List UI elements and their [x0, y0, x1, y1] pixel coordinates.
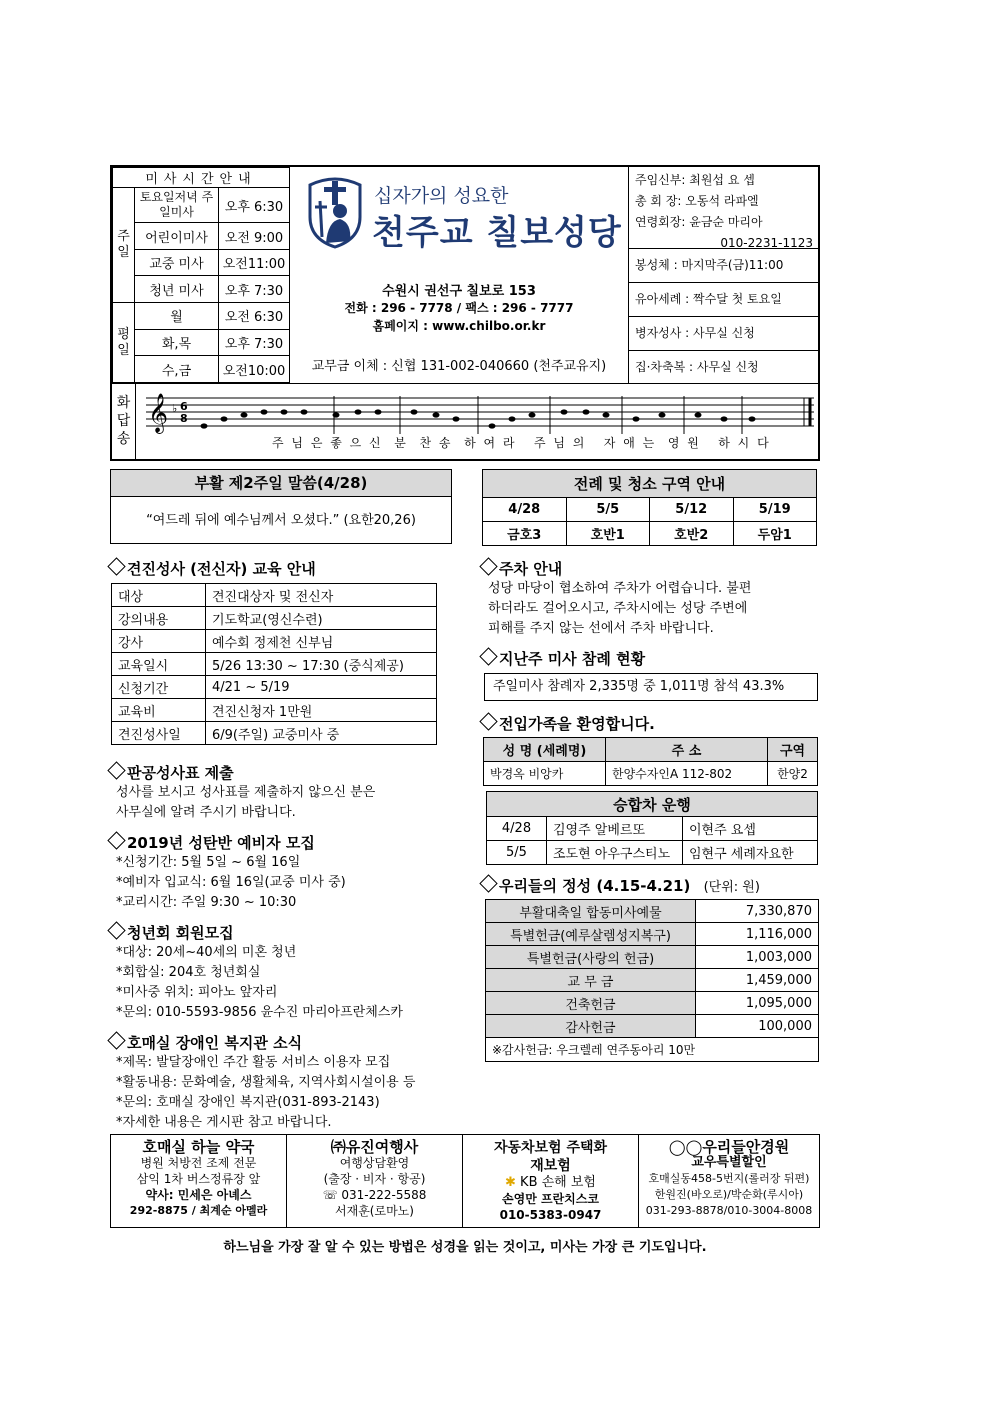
sunday-word-title: 부활 제2주일 말씀(4/28) [111, 470, 451, 497]
liturgy-area: 금호3 [483, 522, 567, 546]
mass-name: 화,목 [135, 329, 219, 356]
church-subtitle: 십자가의 성요한 [374, 185, 509, 207]
svg-text:8: 8 [180, 412, 188, 425]
diamond-icon [107, 921, 125, 939]
offering-account: 교무금 이체 : 신협 131-002-040660 (천주교유지) [311, 359, 607, 374]
ad-travel [287, 1135, 463, 1228]
table-row [486, 969, 819, 992]
mass-time: 오전 9:00 [219, 223, 290, 250]
confirmation-section-title: 견진성사 (전신자) 교육 안내 [110, 558, 316, 579]
mass-schedule-table [112, 167, 290, 383]
text-line: 성사를 보시고 성사표를 제출하지 않으신 분은 [116, 785, 376, 800]
ad-line: ☏ 031-222-5588 [322, 1188, 427, 1202]
carpool-title: 승합차 운행 [487, 792, 818, 817]
ad-line: 010-5383-0947 [499, 1208, 602, 1222]
liturgy-date: 5/12 [650, 498, 734, 522]
carpool-table [486, 791, 818, 865]
mass-time: 오후 6:30 [219, 188, 290, 223]
table-cell: 김영주 알베르또 [547, 817, 683, 841]
table-row-value: 4/21 ~ 5/19 [206, 676, 437, 699]
kb-star-icon: ✱ [505, 1175, 516, 1190]
table-row-value: 6/9(주일) 교중미사 중 [206, 722, 437, 745]
liturgy-date: 4/28 [483, 498, 567, 522]
ad-line: 서재훈(로마노) [335, 1204, 414, 1218]
table-cell: 이현주 요셉 [683, 817, 818, 841]
ads-table [110, 1134, 820, 1228]
youth-body [116, 943, 403, 1023]
table-cell: 임현구 세례자요한 [683, 841, 818, 865]
ad-line: 호매실동458-5번지(롤러장 뒤편) [648, 1172, 810, 1185]
text-line: 성당 마당이 협소하여 주차가 어렵습니다. 불편 [488, 581, 752, 596]
offering-amount: 1,095,000 [696, 992, 819, 1015]
weekday-label: 평일 [113, 303, 135, 383]
hymn-lyrics: 주 님 은 좋 으 신 분 찬 송 하 여 라 주 님 의 자 애 는 영 원 하 시 다 [272, 436, 771, 450]
offering-label: 특별헌금(사랑의 헌금) [486, 946, 696, 969]
pastor: 주임신부: 최원섭 요 셉 [635, 173, 755, 187]
offering-label: 교 무 금 [486, 969, 696, 992]
mass-time: 오전10:00 [219, 356, 290, 383]
staff-info [628, 167, 819, 383]
offering-amount: 1,003,000 [696, 946, 819, 969]
table-header: 구역 [768, 738, 818, 762]
table-row [487, 817, 818, 841]
table-row-value: 견진신청자 1만원 [206, 699, 437, 722]
welfare-section-title: 호매실 장애인 복지관 소식 [110, 1032, 302, 1053]
ad-line: 031-293-8878/010-3004-8008 [645, 1204, 813, 1217]
table-row-label: 교육비 [112, 699, 206, 722]
footer-quote: 하느님을 가장 잘 알 수 있는 방법은 성경을 읽는 것이고, 미사는 가장 큰 기도입니다. [223, 1240, 707, 1255]
text-line: *교리시간: 주일 9:30 ~ 10:30 [116, 895, 297, 910]
text-line: *회합실: 204호 청년회실 [116, 965, 261, 980]
ad-line: (출장 · 비자 · 항공) [323, 1172, 426, 1186]
liturgy-area: 두암1 [733, 522, 817, 546]
ad-title-row [640, 1139, 818, 1155]
text-line: *신청기간: 5월 5일 ~ 6월 16일 [116, 855, 301, 870]
table-header: 성 명 (세례명) [484, 738, 606, 762]
ad-line: 손영만 프란치스코 [502, 1192, 599, 1206]
liturgy-title: 전례 및 청소 구역 안내 [483, 470, 817, 498]
offering-amount: 1,116,000 [696, 923, 819, 946]
church-name: 천주교 칠보성당 [372, 213, 622, 253]
newcomers-table [483, 737, 818, 786]
liturgy-table [482, 469, 817, 546]
welfare-body [116, 1053, 415, 1133]
president: 총 회 장: 오동석 라파엘 [635, 194, 759, 208]
church-phone: 전화 : 296 - 7778 / 팩스 : 296 - 7777 [344, 301, 574, 315]
newcomers-section-title: 전입가족을 환영합니다. [482, 713, 655, 734]
christmas-body [116, 853, 346, 913]
text-line: *제목: 발달장애인 주간 활동 서비스 이용자 모집 [116, 1055, 391, 1070]
ad-line: 약사: 민세은 아녜스 [145, 1188, 252, 1202]
text-line: *대상: 20세~40세의 미혼 청년 [116, 945, 297, 960]
ad-insurance [463, 1135, 639, 1228]
liturgy-area: 호반2 [650, 522, 734, 546]
diamond-icon [479, 557, 497, 575]
liturgy-date: 5/19 [733, 498, 817, 522]
table-row [486, 900, 819, 923]
ad-pharmacy [111, 1135, 287, 1228]
offering-amount: 100,000 [696, 1015, 819, 1038]
league-head: 연령회장: 윤금순 마리아 [635, 215, 763, 229]
diamond-icon [479, 647, 497, 665]
ad-line: 여행상담환영 [339, 1156, 410, 1170]
mass-name: 월 [135, 303, 219, 330]
liturgy-area: 호반1 [566, 522, 650, 546]
attendance-box: 주일미사 참례자 2,335명 중 1,011명 참석 43.3% [484, 673, 818, 701]
youth-section-title: 청년회 회원모집 [110, 922, 234, 943]
diamond-icon [479, 874, 497, 892]
ad-line: 292-8875 / 최계순 아멜라 [129, 1204, 268, 1217]
text-line: *예비자 입교식: 6월 16일(교중 미사 중) [116, 875, 346, 890]
diamond-icon [479, 712, 497, 730]
sunday-label: 주일 [113, 188, 135, 303]
church-logo-icon [304, 177, 366, 249]
ad-line: 삼익 1차 버스정류장 앞 [136, 1172, 261, 1186]
diamond-icon [107, 761, 125, 779]
ad-line: 한원진(바오로)/박순화(루시아) [654, 1188, 804, 1201]
church-homepage: 홈페이지 : www.chilbo.or.kr [372, 319, 546, 333]
ad-title: ㈜유진여행사 [330, 1138, 419, 1156]
mass-schedule-title: 미사시간안내 [113, 168, 290, 188]
mass-name: 토요일저녁 주일미사 [135, 188, 219, 223]
baptism-info: 유아세례 : 짝수달 첫 토요일 [629, 283, 819, 317]
offering-label: 특별헌금(예루살렘성지복구) [486, 923, 696, 946]
mass-time: 오후 7:30 [219, 276, 290, 303]
table-row-label: 대상 [112, 584, 206, 607]
text-line: 사무실에 알려 주시기 바랍니다. [116, 805, 296, 820]
offering-unit: (단위: 원) [703, 880, 760, 895]
table-row [486, 946, 819, 969]
mass-name: 수,금 [135, 356, 219, 383]
church-info [290, 167, 628, 383]
table-row-value: 견진대상자 및 전신자 [206, 584, 437, 607]
diamond-icon [107, 831, 125, 849]
diamond-icon [107, 557, 125, 575]
panggong-section-title: 판공성사표 제출 [110, 762, 234, 783]
offering-amount: 1,459,000 [696, 969, 819, 992]
offering-section-title: 우리들의 정성 (4.15-4.21) (단위: 원) [482, 875, 760, 896]
parking-section-title: 주차 안내 [482, 558, 562, 579]
table-row-label: 견진성사일 [112, 722, 206, 745]
christmas-section-title: 2019년 성탄반 예비자 모집 [110, 832, 315, 853]
liturgy-date: 5/5 [566, 498, 650, 522]
table-cell: 5/5 [487, 841, 547, 865]
text-line: *활동내용: 문화예술, 생활체육, 지역사회시설이용 등 [116, 1075, 416, 1090]
panggong-body [116, 783, 375, 823]
church-address: 수원시 권선구 칠보로 153 [382, 284, 536, 299]
table-row-value: 5/26 13:30 ~ 17:30 (중식제공) [206, 653, 437, 676]
table-cell: 한양수자인A 112-802 [606, 762, 768, 786]
svg-text:♭: ♭ [172, 402, 178, 415]
table-row-value: 예수회 정제천 신부님 [206, 630, 437, 653]
table-cell: 4/28 [487, 817, 547, 841]
table-cell: 한양2 [768, 762, 818, 786]
sunday-word-box [110, 469, 452, 544]
table-row-value: 기도학교(영신수련) [206, 607, 437, 630]
adoration-info: 봉성체 : 마지막주(금)11:00 [629, 249, 819, 283]
ad-title: 우리들안경원 [702, 1138, 790, 1156]
mass-name: 청년 미사 [135, 276, 219, 303]
table-row [487, 841, 818, 865]
svg-text:𝄞: 𝄞 [148, 393, 169, 433]
offering-note: ※감사헌금: 우크렐레 연주동아리 10만 [486, 1038, 819, 1062]
table-row [486, 992, 819, 1015]
table-row [484, 762, 818, 786]
mass-name: 어린이미사 [135, 223, 219, 250]
ad-optician [639, 1135, 820, 1228]
sunday-word-text: “여드레 뒤에 예수님께서 오셨다.” (요한20,26) [146, 513, 416, 528]
sick-info: 병자성사 : 사무실 신청 [629, 317, 819, 351]
hymn-label: 화답송 [112, 384, 136, 460]
table-cell: 조도현 아우구스티노 [547, 841, 683, 865]
text-line: *문의: 010-5593-9856 윤수진 마리아프란체스카 [116, 1005, 403, 1020]
offering-table [485, 899, 819, 1062]
music-staff-icon [146, 390, 816, 436]
offering-label: 부활대축일 합동미사예물 [486, 900, 696, 923]
table-row-label: 교육일시 [112, 653, 206, 676]
text-line: *미사중 위치: 피아노 앞자리 [116, 985, 278, 1000]
ad-line: 교우특별할인 [691, 1155, 767, 1170]
mass-name: 교중 미사 [135, 249, 219, 276]
offering-label: 감사헌금 [486, 1015, 696, 1038]
table-row-label: 신청기간 [112, 676, 206, 699]
table-header: 주 소 [606, 738, 768, 762]
table-row-label: 강사 [112, 630, 206, 653]
table-row [486, 923, 819, 946]
text-line: 피해를 주지 않는 선에서 주차 바랍니다. [488, 621, 714, 636]
offering-label: 건축헌금 [486, 992, 696, 1015]
text-line: *자세한 내용은 게시판 참고 바랍니다. [116, 1115, 332, 1130]
mass-time: 오후 7:30 [219, 329, 290, 356]
house-blessing-info: 집·차축복 : 사무실 신청 [635, 360, 759, 374]
ad-title: 호매실 하늘 약국 [142, 1138, 255, 1156]
confirmation-table [111, 583, 437, 745]
psalm-response [112, 383, 818, 460]
ad-line: 병원 처방전 조제 전문 [140, 1156, 257, 1170]
table-row-label: 강의내용 [112, 607, 206, 630]
diamond-icon [107, 1031, 125, 1049]
league-phone: 010-2231-1123 [720, 236, 813, 250]
mass-time: 오전 6:30 [219, 303, 290, 330]
glasses-icon: ◯◯ [668, 1138, 703, 1156]
ad-title: 자동차보험 주택화재보험 [493, 1140, 608, 1174]
mass-time: 오전11:00 [219, 249, 290, 276]
table-row [486, 1015, 819, 1038]
table-cell: 박경옥 비앙카 [484, 762, 606, 786]
text-line: 하더라도 걸어오시고, 주차시에는 성당 주변에 [488, 601, 748, 616]
offering-amount: 7,330,870 [696, 900, 819, 923]
svg-text:6: 6 [180, 400, 188, 413]
attendance-section-title: 지난주 미사 참례 현황 [482, 648, 645, 669]
parking-body [488, 579, 751, 639]
text-line: *문의: 호매실 장애인 복지관(031-893-2143) [116, 1095, 380, 1110]
bulletin-header [110, 165, 820, 461]
ad-line: ✱ KB 손해 보험 [505, 1175, 596, 1190]
